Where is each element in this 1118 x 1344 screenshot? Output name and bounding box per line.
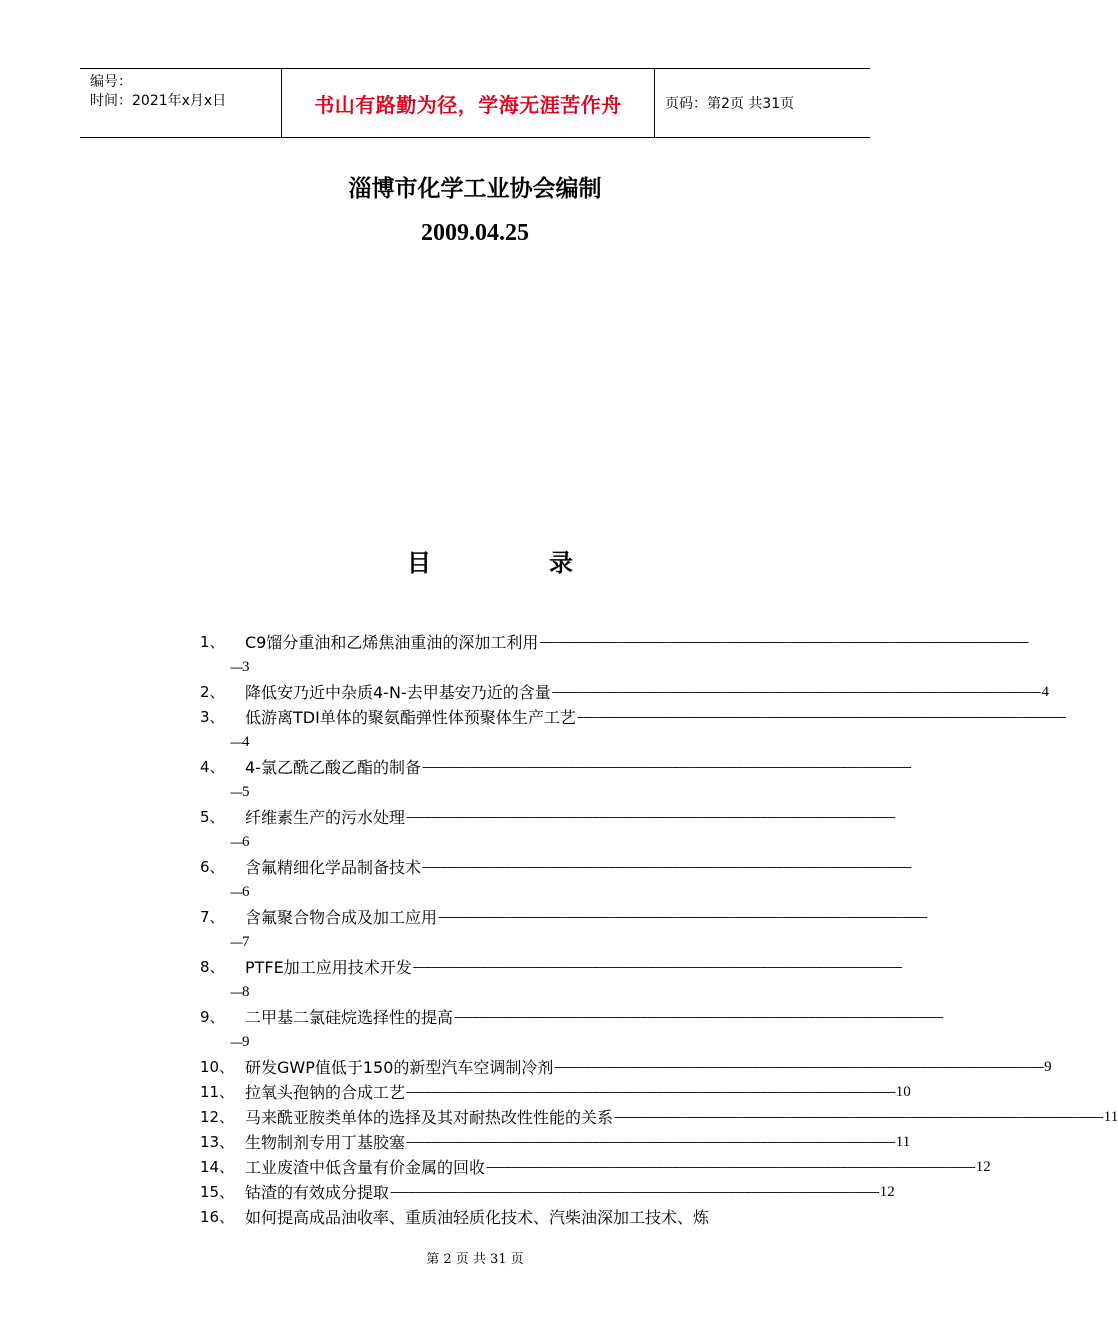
toc-entry-leader: ---------------------------------------------------------------------------------------------------------------------------------------------------------------- <box>539 635 1029 649</box>
toc-entry-page: 11 <box>1103 1109 1118 1125</box>
toc-entry <box>200 855 911 880</box>
toc-entry-number: 2、 <box>200 683 225 701</box>
toc-entry-number: 1、 <box>200 633 225 651</box>
toc-entry-page: ----8 <box>230 984 250 1000</box>
page-footer: 第 2 页 共 31 页 <box>426 1252 524 1267</box>
header-table <box>80 68 870 138</box>
toc-entry-body <box>245 1080 911 1105</box>
toc-entry-number: 8、 <box>200 958 225 976</box>
toc-entry-leader: ---------------------------------------------------------------------------------------------------------------------------------------------------------------- <box>576 710 1066 724</box>
toc-entry-continuation <box>200 1030 810 1055</box>
toc-entry-title: 工业废渣中低含量有价金属的回收 <box>245 1158 486 1177</box>
toc-entry-body <box>245 1155 991 1180</box>
toc-entry-title: 二甲基二氯硅烷选择性的提高 <box>245 1008 454 1027</box>
toc-entry <box>200 1130 911 1155</box>
toc-entry-number: 6、 <box>200 858 225 876</box>
toc-entry-continuation <box>200 655 810 680</box>
toc-entry-number: 5、 <box>200 808 225 826</box>
toc-entry <box>200 905 927 930</box>
number-label: 编号： <box>90 74 132 90</box>
toc-entry-number: 9、 <box>200 1008 225 1026</box>
toc-heading-char-1: 目 <box>407 549 431 577</box>
toc-entry-number: 12、 <box>200 1108 235 1126</box>
toc-entry-title: 含氟精细化学品制备技术 <box>245 858 422 877</box>
header-meta <box>80 69 281 137</box>
toc-entry-page: ----7 <box>230 934 250 950</box>
toc-entry <box>200 1155 991 1180</box>
toc-entry-continuation <box>200 730 810 755</box>
toc-entry-continuation <box>200 930 810 955</box>
toc-entry <box>200 1080 911 1105</box>
toc-entry-page: 12 <box>879 1184 895 1200</box>
toc-entry <box>200 1180 895 1205</box>
toc-entry-leader: ---------------------------------------------------------------------------------------------------------------------------------------------------------------- <box>554 1060 1044 1074</box>
toc-entry-title: 含氟聚合物合成及加工应用 <box>245 908 438 927</box>
toc-entry-page: 9 <box>1044 1059 1052 1075</box>
toc-entry-leader: ---------------------------------------------------------------------------------------------------------------------------------------------------------------- <box>406 810 895 824</box>
toc-entry-number: 15、 <box>200 1183 235 1201</box>
toc-entry-title: 如何提高成品油收率、重质油轻质化技术、汽柴油深加工技术、炼 <box>245 1208 710 1227</box>
toc-entry-page: ----5 <box>230 784 250 800</box>
toc-entry <box>200 1105 1118 1130</box>
toc-entry-body <box>245 1180 895 1205</box>
date-line: 2009.04.25 <box>421 220 529 246</box>
toc-entry-title: 纤维素生产的污水处理 <box>245 808 406 827</box>
toc-entry-page: ----9 <box>230 1034 250 1050</box>
toc-entry-continuation <box>200 880 810 905</box>
toc-entry-leader: ---------------------------------------------------------------------------------------------------------------------------------------------------------------- <box>412 960 902 974</box>
header-page-info <box>655 69 870 137</box>
toc-entry-number: 7、 <box>200 908 225 926</box>
toc-entry <box>200 680 1049 705</box>
toc-entry-leader: ---------------------------------------------------------------------------------------------------------------------------------------------------------------- <box>614 1110 1103 1124</box>
toc-entry <box>200 955 902 980</box>
toc-entry-title: 低游离TDI单体的聚氨酯弹性体预聚体生产工艺 <box>245 708 576 727</box>
toc-entry <box>200 705 1066 730</box>
toc-entry-leader: ---------------------------------------------------------------------------------------------------------------------------------------------------------------- <box>422 860 911 874</box>
toc-entry-page: ----6 <box>230 884 250 900</box>
toc-entry-title: C9馏分重油和乙烯焦油重油的深加工利用 <box>245 633 539 652</box>
toc-entry-page: 4 <box>1041 684 1049 700</box>
header-motto-cell <box>281 69 655 137</box>
toc-entry-leader: ---------------------------------------------------------------------------------------------------------------------------------------------------------------- <box>406 1085 895 1099</box>
toc-entry-body <box>245 1205 810 1230</box>
toc-entry-number: 13、 <box>200 1133 235 1151</box>
toc-entry-title: 生物制剂专用丁基胶塞 <box>245 1133 406 1152</box>
toc-entry-title: 研发GWP值低于150的新型汽车空调制冷剂 <box>245 1058 554 1077</box>
toc-entry-body <box>245 705 1066 730</box>
organization-line: 淄博市化学工业协会编制 <box>348 176 602 202</box>
toc-entry-body <box>245 1055 1052 1080</box>
toc-entry <box>200 1055 1052 1080</box>
toc-entry-page: ----6 <box>230 834 250 850</box>
toc-entry-page: ----3 <box>230 659 250 675</box>
toc-entry-body <box>245 1005 943 1030</box>
toc-entry-continuation <box>200 980 810 1005</box>
toc-entry-number: 14、 <box>200 1158 235 1176</box>
toc-entry <box>200 805 895 830</box>
page-info-text: 页码：第2页 共31页 <box>665 96 795 112</box>
toc-entry-continuation <box>200 780 810 805</box>
toc-entry-body <box>245 955 902 980</box>
toc-entry-body <box>245 755 911 780</box>
toc-entry-page: 11 <box>895 1134 911 1150</box>
toc-entry <box>200 1005 943 1030</box>
toc-entry-number: 3、 <box>200 708 225 726</box>
toc-entry-title: 拉氧头孢钠的合成工艺 <box>245 1083 406 1102</box>
motto-text: 书山有路勤为径，学海无涯苦作舟 <box>314 92 622 117</box>
time-label: 时间：2021年x月x日 <box>90 93 227 109</box>
toc-entry <box>200 1205 810 1230</box>
table-of-contents <box>200 630 1118 1230</box>
toc-entry-body <box>245 905 927 930</box>
toc-heading <box>407 543 573 578</box>
toc-entry-leader: ---------------------------------------------------------------------------------------------------------------------------------------------------------------- <box>438 910 927 924</box>
toc-entry-leader: ---------------------------------------------------------------------------------------------------------------------------------------------------------------- <box>421 760 911 774</box>
toc-entry-body <box>245 805 895 830</box>
toc-entry-leader: ---------------------------------------------------------------------------------------------------------------------------------------------------------------- <box>390 1185 879 1199</box>
toc-entry-body <box>245 855 911 880</box>
toc-entry-title: 4-氯乙酰乙酸乙酯的制备 <box>245 758 421 777</box>
toc-entry-body <box>245 680 1049 705</box>
toc-entry-number: 16、 <box>200 1208 235 1226</box>
toc-entry-body <box>245 1105 1118 1130</box>
toc-entry-body <box>245 630 1029 655</box>
toc-entry-title: 降低安乃近中杂质4-N-去甲基安乃近的含量 <box>245 683 551 702</box>
toc-entry-title: 马来酰亚胺类单体的选择及其对耐热改性性能的关系 <box>245 1108 614 1127</box>
toc-entry-page: 12 <box>975 1159 991 1175</box>
toc-entry <box>200 755 911 780</box>
toc-entry-leader: ---------------------------------------------------------------------------------------------------------------------------------------------------------------- <box>551 685 1041 699</box>
toc-entry-page: 10 <box>895 1084 911 1100</box>
toc-entry-body <box>245 1130 911 1155</box>
toc-entry-leader: ---------------------------------------------------------------------------------------------------------------------------------------------------------------- <box>406 1135 895 1149</box>
toc-heading-char-2: 录 <box>549 549 573 577</box>
toc-entry-leader: ---------------------------------------------------------------------------------------------------------------------------------------------------------------- <box>486 1160 975 1174</box>
toc-entry-continuation <box>200 830 810 855</box>
toc-entry-leader: ---------------------------------------------------------------------------------------------------------------------------------------------------------------- <box>454 1010 943 1024</box>
toc-entry <box>200 630 1029 655</box>
toc-entry-number: 4、 <box>200 758 225 776</box>
toc-entry-number: 10、 <box>200 1058 235 1076</box>
toc-entry-page: ----4 <box>230 734 250 750</box>
toc-entry-title: 钴渣的有效成分提取 <box>245 1183 390 1202</box>
toc-entry-number: 11、 <box>200 1083 235 1101</box>
toc-entry-title: PTFE加工应用技术开发 <box>245 958 412 977</box>
